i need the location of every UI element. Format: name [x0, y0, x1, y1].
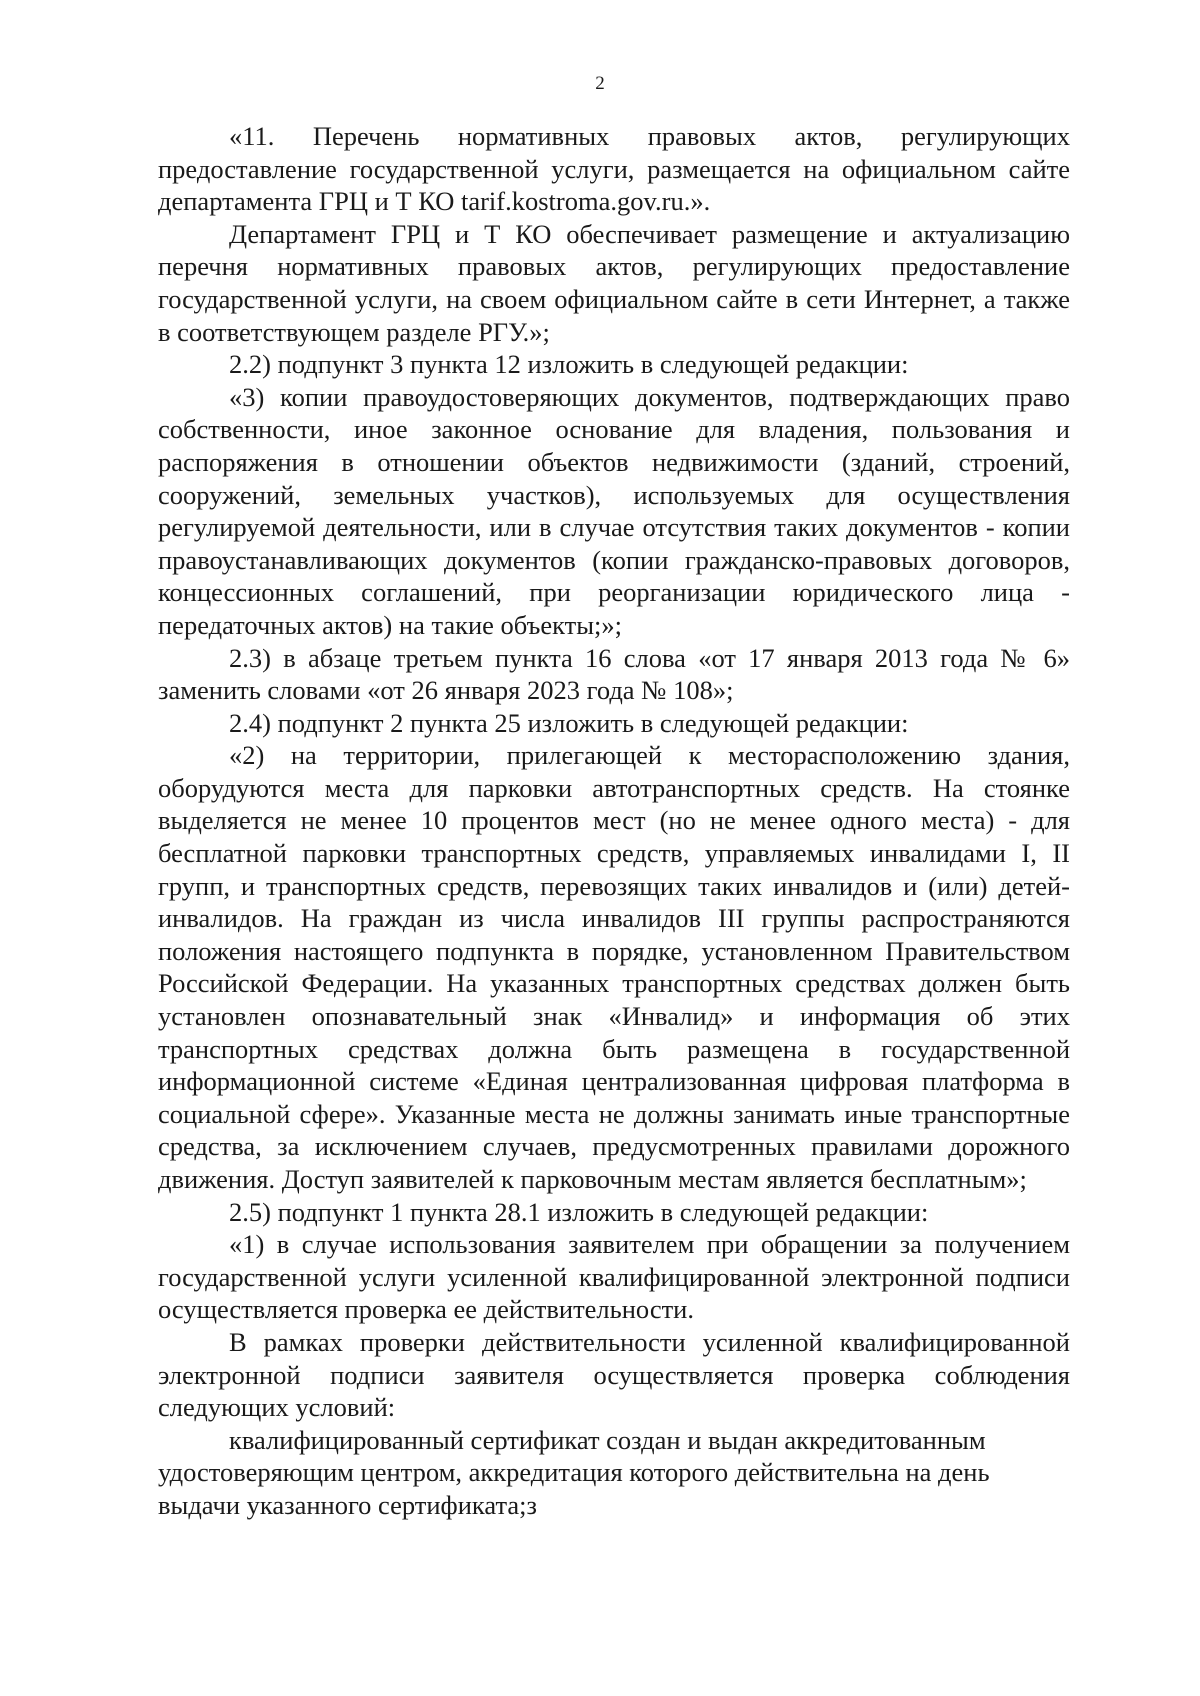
paragraph-item-11: «11. Перечень нормативных правовых актов, регулирующих предоставление государственной услуги, размещается на официальном сайте департамента ГРЦ и Т КО tarif.kostroma.gov.ru.». [158, 121, 1070, 217]
paragraph-certificate-condition: квалифицированный сертификат создан и выдан аккредитованным удостоверяющим центром, аккредитация которого действительна на день выдачи указанного сертификата;з [158, 1424, 990, 1520]
paragraph-subitem-2-parking: «2) на территории, прилегающей к месторасположению здания, оборудуются места для парковки автотранспортных средств. На стоянке выделяется не менее 10 процентов мест (но не менее одного места) - для бесплатной парковки транспортных средств, управляемых инвалидами I, II групп, и транспортных средств, перевозящих таких инвалидов и (или) детей-инвалидов. На граждан из числа инвалидов III группы распространяются положения настоящего подпункта в порядке, установленном Правительством Российской Федерации. На указанных транспортных средствах должен быть установлен опознавательный знак «Инвалид» и информация об этих транспортных средствах должна быть размещена в государственной информационной системе «Единая централизованная цифровая платформа в социальной сфере». Указанные места не должны занимать иные транспортные средства, за исключением случаев, предусмотренных правилами дорожного движения. Доступ заявителей к парковочным местам является бесплатным»; [158, 740, 1070, 1194]
paragraph-department-publication: Департамент ГРЦ и Т КО обеспечивает размещение и актуализацию перечня нормативных правовых актов, регулирующих предоставление государственной услуги, на своем официальном сайте в сети Интернет, а также в соответствующем разделе РГУ.»; [158, 218, 1070, 347]
page-number: 2 [595, 73, 605, 94]
document-body [158, 120, 1070, 1522]
paragraph-amendment-2-2: 2.2) подпункт 3 пункта 12 изложить в следующей редакции: [229, 349, 909, 380]
paragraph-subitem-3: «3) копии правоудостоверяющих документов, подтверждающих право собственности, иное законное основание для владения, пользования и распоряжения в отношении объектов недвижимости (зданий, строений, сооружений, земельных участков), используемых для осуществления регулируемой деятельности, или в случае отсутствия таких документов - копии правоустанавливающих документов (копии гражданско-правовых договоров, концессионных соглашений, при реорганизации юридического лица - передаточных актов) на такие объекты;»; [158, 381, 1070, 640]
paragraph-amendment-2-4: 2.4) подпункт 2 пункта 25 изложить в следующей редакции: [229, 707, 909, 738]
paragraph-signature-check: В рамках проверки действительности усиленной квалифицированной электронной подписи заявителя осуществляется проверка соблюдения следующих условий: [158, 1326, 1070, 1423]
paragraph-amendment-2-5: 2.5) подпункт 1 пункта 28.1 изложить в следующей редакции: [229, 1196, 929, 1227]
paragraph-subitem-1-signature: «1) в случае использования заявителем при обращении за получением государственной услуги усиленной квалифицированной электронной подписи осуществляется проверка ее действительности. [158, 1229, 1070, 1325]
paragraph-amendment-2-3: 2.3) в абзаце третьем пункта 16 слова «от 17 января 2013 года № 6» заменить словами «от 26 января 2023 года № 108»; [158, 642, 1070, 706]
